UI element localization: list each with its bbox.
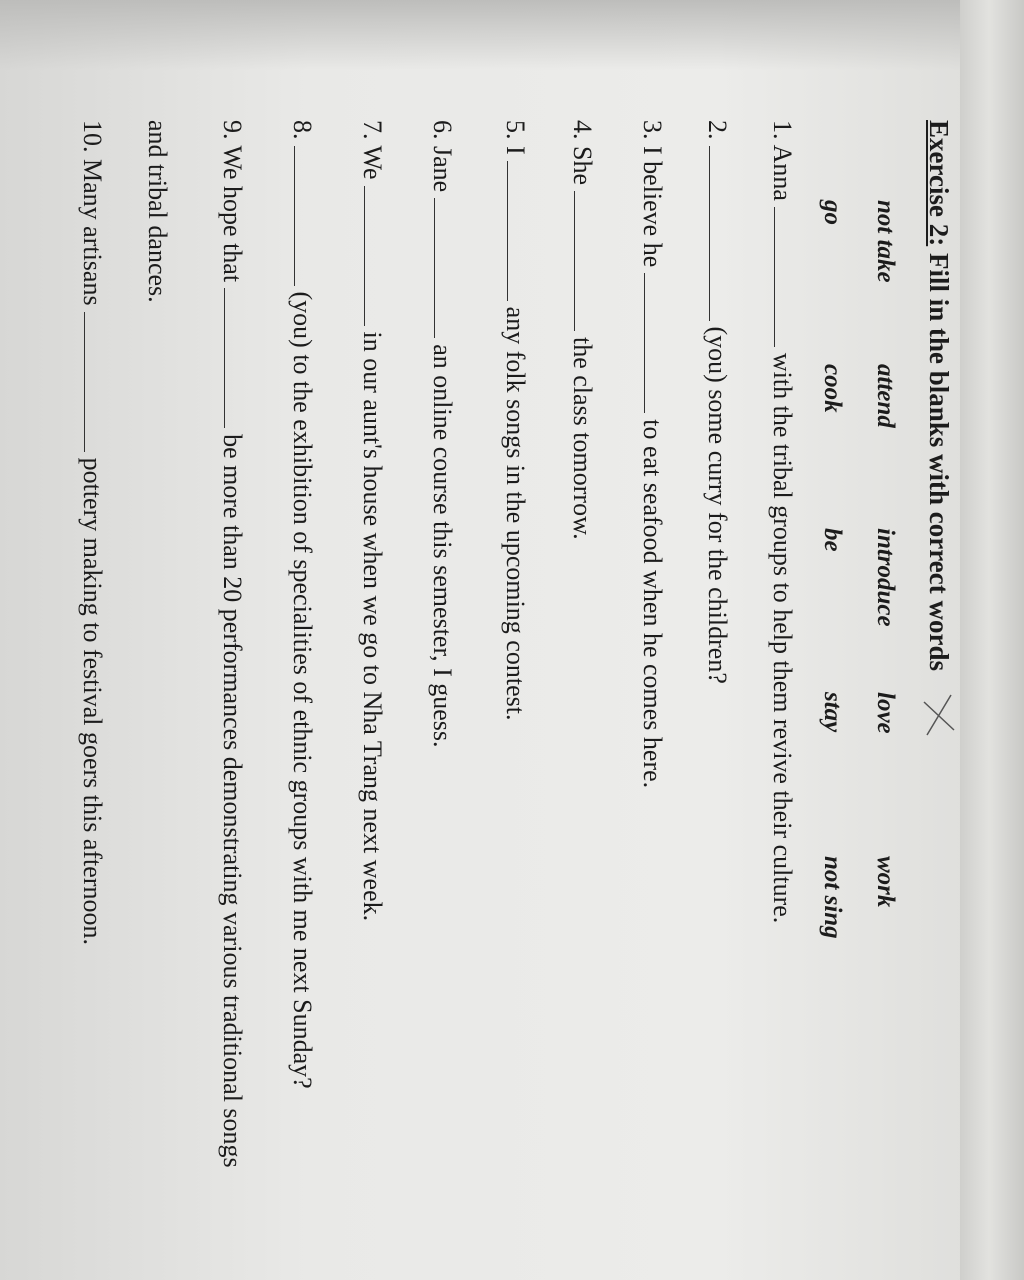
question-number: 1. Anna (768, 120, 797, 201)
question-3 (635, 120, 669, 788)
exercise-instruction: Fill in the blanks with correct words (924, 246, 954, 671)
answer-blank[interactable] (364, 186, 385, 326)
question-number: 7. We (358, 120, 387, 180)
exercise-title (923, 120, 954, 671)
question-2 (700, 120, 734, 684)
word-bank-item: attend (872, 364, 899, 428)
answer-blank[interactable] (434, 198, 455, 338)
word-bank-item: work (872, 856, 899, 908)
question-number: 2. (703, 120, 732, 140)
question-text: an online course this semester, I guess. (428, 344, 457, 748)
question-text: with the tribal groups to help them revive their culture. (768, 352, 797, 924)
question-number: 8. (288, 120, 317, 140)
answer-blank[interactable] (224, 288, 245, 428)
exercise-label: Exercise 2: (924, 120, 954, 247)
answer-blank[interactable] (294, 146, 315, 286)
question-text: pottery making to festival goers this afternoon. (78, 457, 107, 945)
question-text: to eat seafood when he comes here. (638, 419, 667, 789)
question-4 (565, 120, 599, 540)
question-8 (285, 120, 319, 1089)
question-9 (215, 120, 249, 1168)
answer-blank[interactable] (644, 273, 665, 413)
word-bank (818, 200, 899, 1020)
word-bank-item: not sing (819, 856, 846, 939)
question-text: in our aunt's house when we go to Nha Trang next week. (358, 331, 387, 922)
question-number: 6. Jane (428, 120, 457, 193)
answer-blank[interactable] (507, 161, 528, 301)
question-5 (498, 120, 532, 720)
word-bank-item: introduce (872, 528, 899, 627)
word-bank-item: love (872, 692, 899, 734)
answer-blank[interactable] (84, 312, 105, 452)
word-bank-item: not take (872, 200, 899, 283)
question-6 (425, 120, 459, 748)
word-bank-item: go (819, 200, 846, 225)
question-text: the class tomorrow. (568, 337, 597, 540)
question-10 (75, 120, 109, 945)
question-number: 10. Many artisans (78, 120, 107, 306)
word-bank-item: cook (819, 364, 846, 413)
question-number: 5. I (501, 120, 530, 155)
question-1 (765, 120, 799, 923)
question-text: (you) to the exhibition of specialities of ethnic groups with me next Sunday? (288, 291, 317, 1089)
question-text: (you) some curry for the children? (703, 326, 732, 684)
question-number: 4. She (568, 120, 597, 185)
word-bank-item: be (819, 528, 846, 552)
question-7 (355, 120, 389, 921)
question-number: 3. I believe he (638, 120, 667, 268)
question-text: be more than 20 performances demonstrating various traditional songs (218, 434, 247, 1168)
question-9-continuation (140, 120, 174, 303)
answer-blank[interactable] (709, 146, 730, 321)
answer-blank[interactable] (774, 207, 795, 347)
word-bank-item: stay (819, 692, 846, 733)
pen-cross-mark (919, 690, 959, 750)
question-text: and tribal dances. (143, 120, 172, 303)
question-text: any folk songs in the upcoming contest. (501, 306, 530, 721)
answer-blank[interactable] (574, 191, 595, 331)
question-number: 9. We hope that (218, 120, 247, 283)
